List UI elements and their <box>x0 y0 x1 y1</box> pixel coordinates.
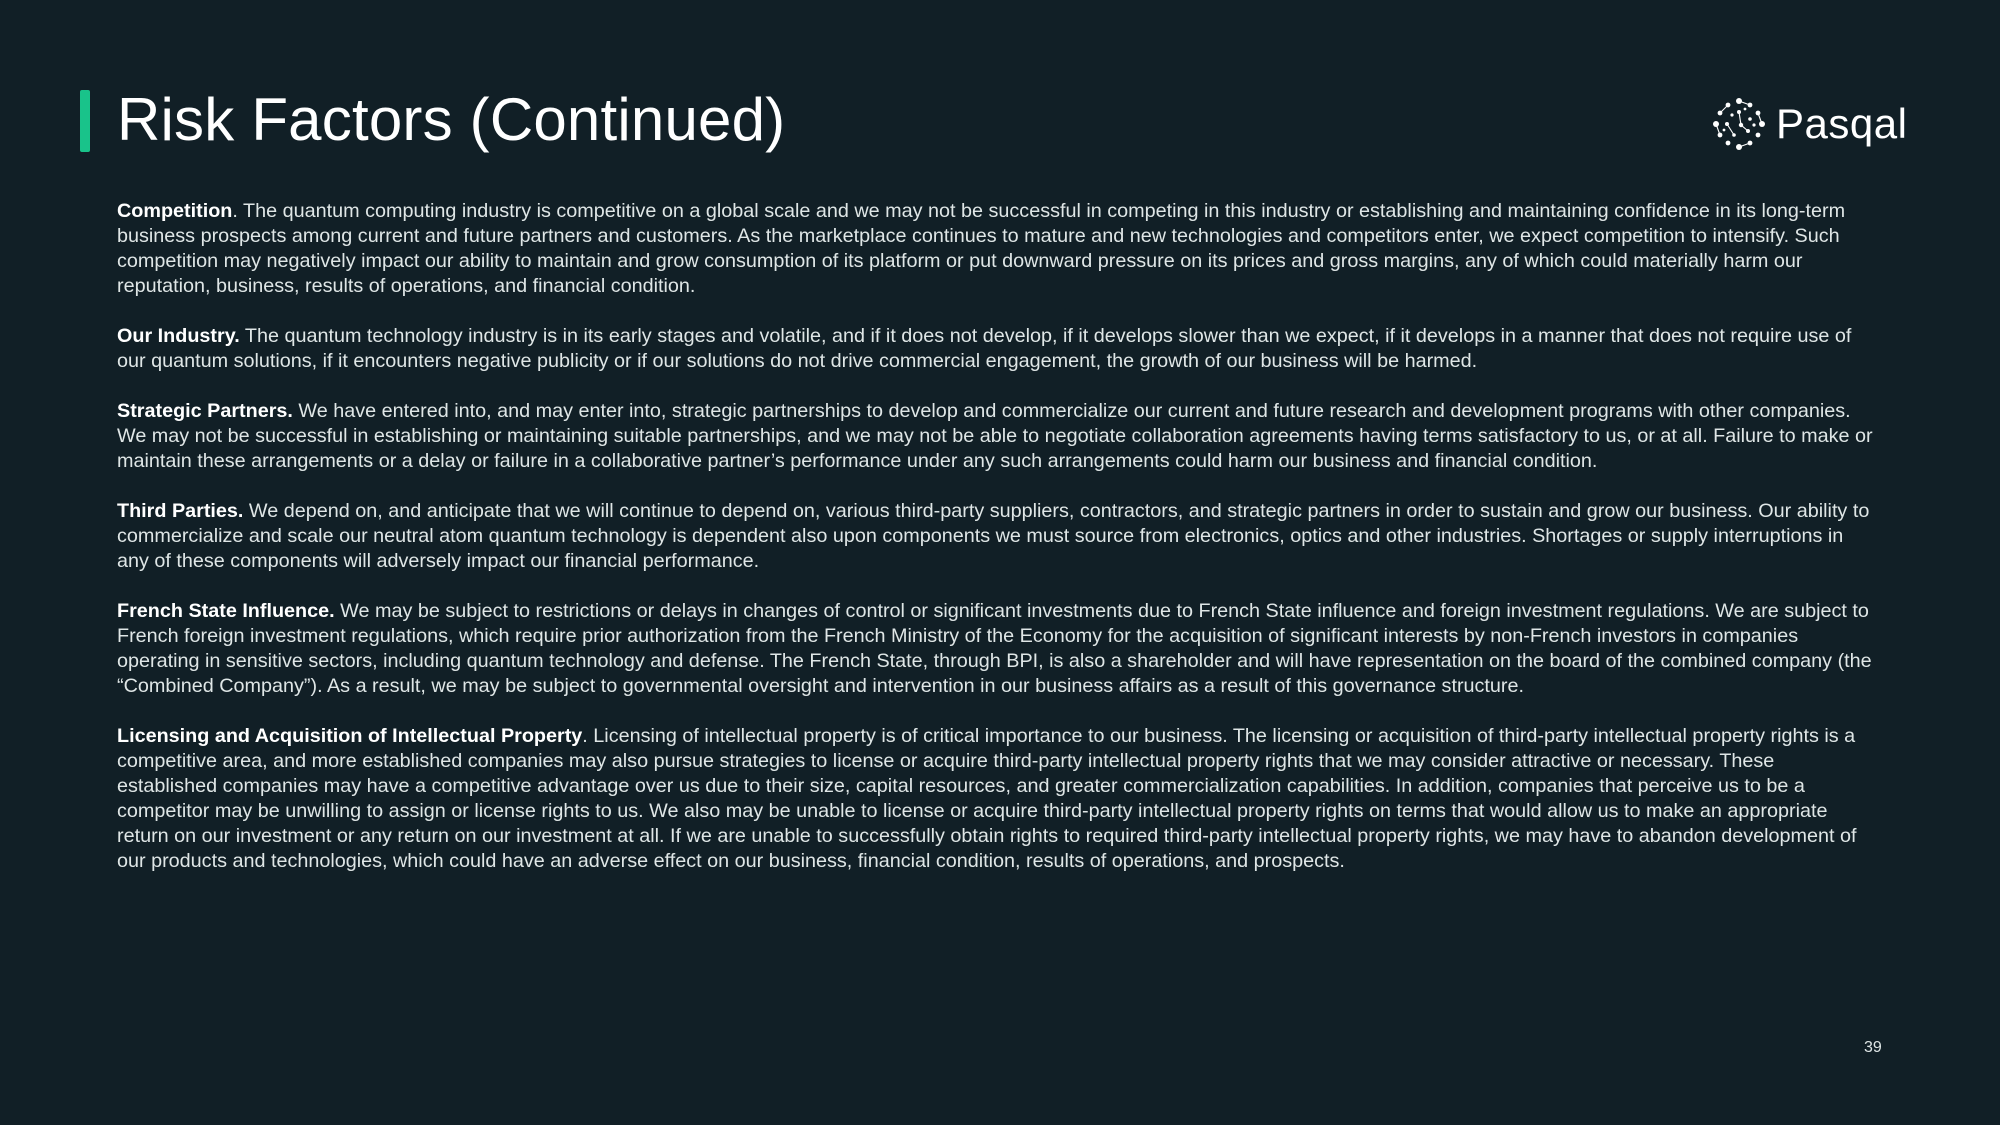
paragraph-heading: Strategic Partners. <box>117 400 293 422</box>
paragraph-text: Licensing of intellectual property is of critical importance to our business. The licensing or acquisition of third-party intellectual property rights is a competitive area, and more established companies may also pursue strategies to license or acquire third-party intellectual property rights that we may consider attractive or necessary. These established companies may have a competitive advantage over us due to their size, capital resources, and greater commercialization capabilities. In addition, companies that perceive us to be a competitor may be unwilling to assign or license rights to us. We also may be unable to license or acquire third-party intellectual property rights on terms that would allow us to make an appropriate return on our investment or any return on our investment at all. If we are unable to successfully obtain rights to required third-party intellectual property rights, we may have to abandon development of our products and technologies, which could have an adverse effect on our business, financial condition, results of operations, and prospects. <box>117 725 1857 872</box>
page-number: 39 <box>1864 1039 1882 1056</box>
risk-paragraph-strategic-partners <box>117 399 1879 474</box>
risk-paragraph-industry <box>117 324 1879 374</box>
title-accent-bar <box>80 90 90 152</box>
logo-wordmark: Pasqal <box>1776 100 1908 147</box>
risk-factors-body <box>117 199 1879 899</box>
page-title: Risk Factors (Continued) <box>117 86 786 153</box>
paragraph-text: The quantum computing industry is competitive on a global scale and we may not be successful in competing in this industry or establishing and maintaining confidence in its long-term business prospects among current and future partners and customers. As the marketplace continues to mature and new technologies and competitors enter, we expect competition to intensify. Such competition may negatively impact our ability to maintain and grow consumption of its platform or put downward pressure on its prices and gross margins, any of which could materially harm our reputation, business, results of operations, and financial condition. <box>117 200 1846 297</box>
paragraph-heading-punct: . <box>232 200 238 222</box>
paragraph-text: We depend on, and anticipate that we will continue to depend on, various third-party suppliers, contractors, and strategic partners in order to sustain and grow our business. Our ability to commercialize and scale our neutral atom quantum technology is dependent also upon components we must source from electronics, optics and other industries. Shortages or supply interruptions in any of these components will adversely impact our financial performance. <box>117 500 1870 572</box>
paragraph-text: We may be subject to restrictions or delays in changes of control or significant investments due to French State influence and foreign investment regulations. We are subject to French foreign investment regulations, which require prior authorization from the French Ministry of the Economy for the acquisition of significant interests by non-French investors in companies operating in sensitive sectors, including quantum technology and defense. The French State, through BPI, is also a shareholder and will have representation on the board of the combined company (the “Combined Company”). As a result, we may be subject to governmental oversight and intervention in our business affairs as a result of this governance structure. <box>117 600 1872 697</box>
paragraph-heading: Competition <box>117 200 233 222</box>
risk-paragraph-third-parties <box>117 499 1879 574</box>
paragraph-heading: Third Parties. <box>117 500 244 522</box>
risk-paragraph-french-state <box>117 599 1879 699</box>
paragraph-heading-punct: . <box>582 725 588 747</box>
paragraph-heading: Licensing and Acquisition of Intellectual Property <box>117 725 583 747</box>
pasqal-logo <box>1712 94 1907 154</box>
pasqal-dots-icon <box>1712 97 1766 151</box>
paragraph-text: We have entered into, and may enter into, strategic partnerships to develop and commercialize our current and future research and development programs with other companies. We may not be successful in establishing or maintaining suitable partnerships, and we may not be able to negotiate collaboration agreements having terms satisfactory to us, or at all. Failure to make or maintain these arrangements or a delay or failure in a collaborative partner’s performance under any such arrangements could harm our business and financial condition. <box>117 400 1873 472</box>
risk-paragraph-licensing-ip <box>117 724 1879 874</box>
paragraph-heading: French State Influence. <box>117 600 335 622</box>
risk-paragraph-competition <box>117 199 1879 299</box>
paragraph-text: The quantum technology industry is in its early stages and volatile, and if it does not develop, if it develops slower than we expect, if it develops in a manner that does not require use of our quantum solutions, if it encounters negative publicity or if our solutions do not drive commercial engagement, the growth of our business will be harmed. <box>117 325 1852 372</box>
paragraph-heading: Our Industry. <box>117 325 240 347</box>
